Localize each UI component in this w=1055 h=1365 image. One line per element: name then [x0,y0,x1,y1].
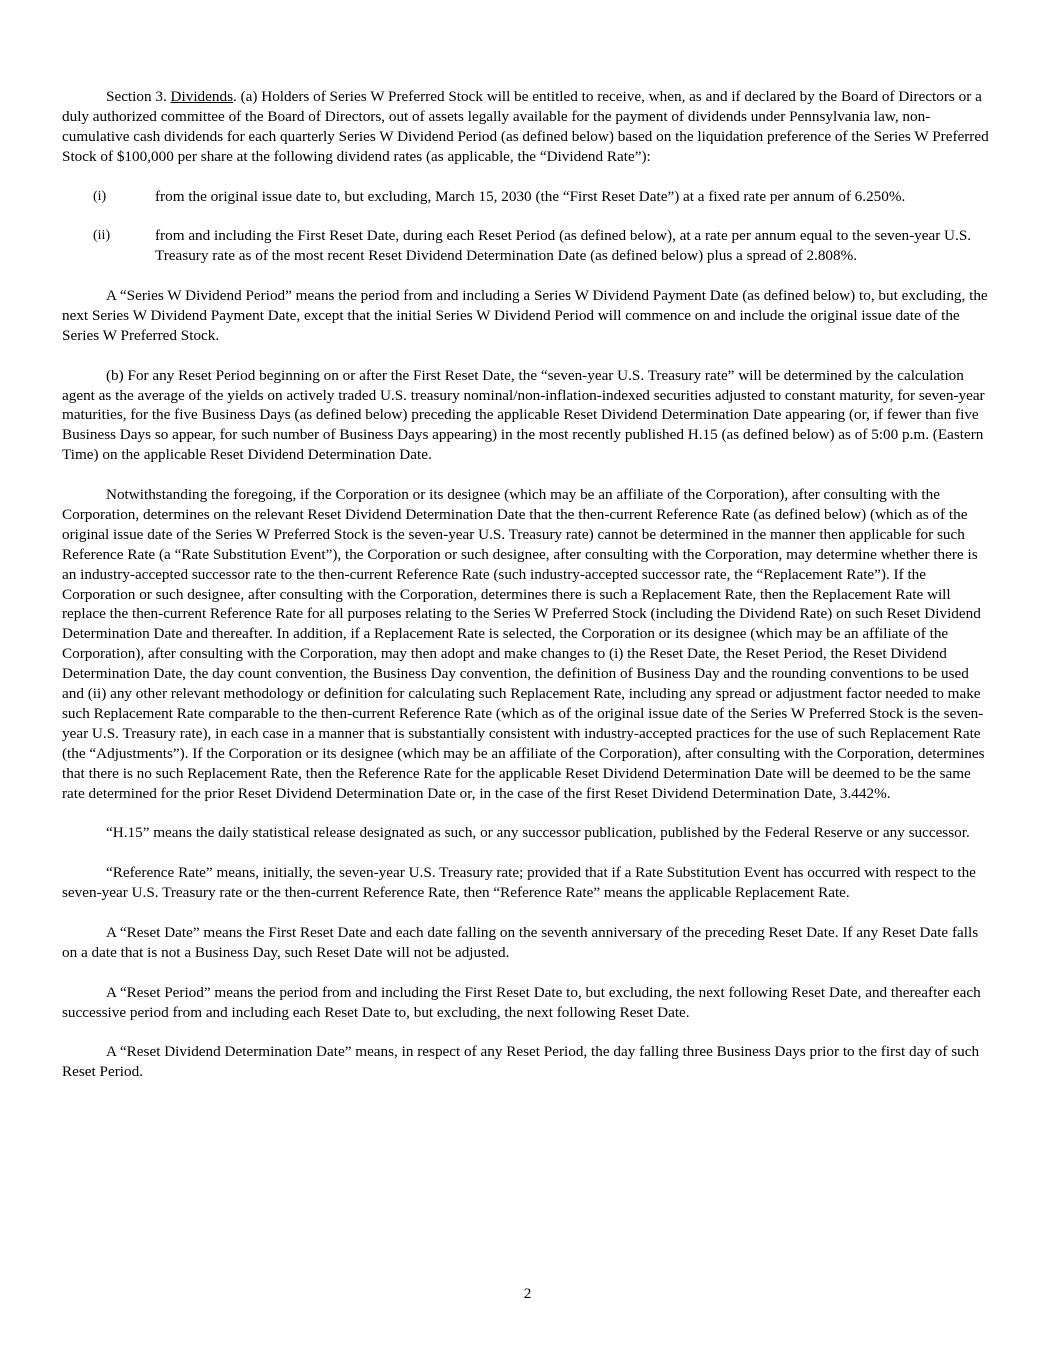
treasury-rate-paragraph: (b) For any Reset Period beginning on or after the First Reset Date, the “seven-year U.S. Treasury rate” will be determined by the calculation agent as the average of the yields on actively traded U.S. treasury nominal/non-inflation-indexed securities adjusted to constant maturity, for seven-year maturities, for the five Business Days (as defined below) preceding the applicable Reset Dividend Determination Date appearing (or, if fewer than five Business Days so appear, for such number of Business Days appearing) in the most recently published H.15 (as defined below) as of 5:00 p.m. (Eastern Time) on the applicable Reset Dividend Determination Date. [62,366,985,464]
section-heading: Dividends [170,88,233,105]
rate-item-number: (i) [93,188,107,204]
rate-item-i [62,187,994,207]
section-3-intro [62,87,994,167]
dividend-period-paragraph: A “Series W Dividend Period” means the period from and including a Series W Dividend Payment Date (as defined below) to, but excluding, the next Series W Dividend Payment Date, except that the initial Series W Dividend Period will commence on and include the original issue date of the Series W Preferred Stock. [62,287,988,344]
rate-item-number: (ii) [93,228,111,244]
h15-definition-paragraph: “H.15” means the daily statistical release designated as such, or any successor publication, published by the Federal Reserve or any successor. [106,824,970,842]
reset-date-definition-paragraph: A “Reset Date” means the First Reset Date and each date falling on the seventh anniversary of the preceding Reset Date. If any Reset Date falls on a date that is not a Business Day, such Reset Date will not be adjusted. [62,923,979,961]
document-page [62,87,994,1102]
reset-period-definition-paragraph: A “Reset Period” means the period from and including the First Reset Date to, but excluding, the next following Reset Date, and thereafter each successive period from and including each Reset Date to, but excluding, the next following Reset Date. [62,983,981,1021]
section-prefix: Section 3. [106,88,171,105]
section-intro-body: . (a) Holders of Series W Preferred Stock will be entitled to receive, when, as and if declared by the Board of Directors or a duly authorized committee of the Board of Directors, out of assets legally available for the payment of dividends under Pennsylvania law, non-cumulative cash dividends for each quarterly Series W Dividend Period (as defined below) based on the liquidation preference of the Series W Preferred Stock of $100,000 per share at the following dividend rates (as applicable, the “Dividend Rate”): [62,88,989,165]
reset-determination-date-paragraph: A “Reset Dividend Determination Date” means, in respect of any Reset Period, the day falling three Business Days prior to the first day of such Reset Period. [62,1043,980,1081]
page-number: 2 [523,1285,532,1302]
rate-item-text: from and including the First Reset Date, during each Reset Period (as defined below), at a rate per annum equal to the seven-year U.S. Treasury rate as of the most recent Reset Dividend Determination Date (as defined below) plus a spread of 2.808%. [155,227,972,265]
rate-item-text: from the original issue date to, but excluding, March 15, 2030 (the “First Reset Date”) at a fixed rate per annum of 6.250%. [155,187,906,205]
notwithstanding-paragraph: Notwithstanding the foregoing, if the Corporation or its designee (which may be an affiliate of the Corporation), after consulting with the Corporation, determines on the relevant Reset Dividend Determination Date that the then-current Reference Rate (as defined below) (which as of the original issue date of the Series W Preferred Stock is the seven-year U.S. Treasury rate) cannot be determined in the manner then applicable for such Reference Rate (a “Rate Substitution Event”), the Corporation or such designee, after consulting with the Corporation, may determine whether there is an industry-accepted successor rate to the then-current Reference Rate (such industry-accepted successor rate, the “Replacement Rate”). If the Corporation or such designee, after consulting with the Corporation, determines there is such a Replacement Rate, then the Replacement Rate will replace the then-current Reference Rate for all purposes relating to the Series W Preferred Stock (including the Dividend Rate) on such Reset Dividend Determination Date and thereafter. In addition, if a Replacement Rate is selected, the Corporation or its designee (which may be an affiliate of the Corporation), after consulting with the Corporation, may then adopt and make changes to (i) the Reset Date, the Reset Period, the Reset Dividend Determination Date, the day count convention, the Business Day convention, the definition of Business Day and the rounding conventions to be used and (ii) any other relevant methodology or definition for calculating such Replacement Rate, including any spread or adjustment factor needed to make such Replacement Rate comparable to the then-current Reference Rate (which as of the original issue date of the Series W Preferred Stock is the seven-year U.S. Treasury rate), in each case in a manner that is substantially consistent with industry-accepted practices for the use of such Replacement Rate (the “Adjustments”). If the Corporation or its designee (which may be an affiliate of the Corporation), after consulting with the Corporation, determines that there is no such Replacement Rate, then the Reference Rate for the applicable Reset Dividend Determination Date will be deemed to be the same rate determined for the prior Reset Dividend Determination Date or, in the case of the first Reset Dividend Determination Date, 3.442%. [62,486,985,802]
rate-item-ii [62,226,994,266]
reference-rate-definition-paragraph: “Reference Rate” means, initially, the seven-year U.S. Treasury rate; provided that if a Rate Substitution Event has occurred with respect to the seven-year U.S. Treasury rate or the then-current Reference Rate, then “Reference Rate” means the applicable Replacement Rate. [62,864,976,902]
